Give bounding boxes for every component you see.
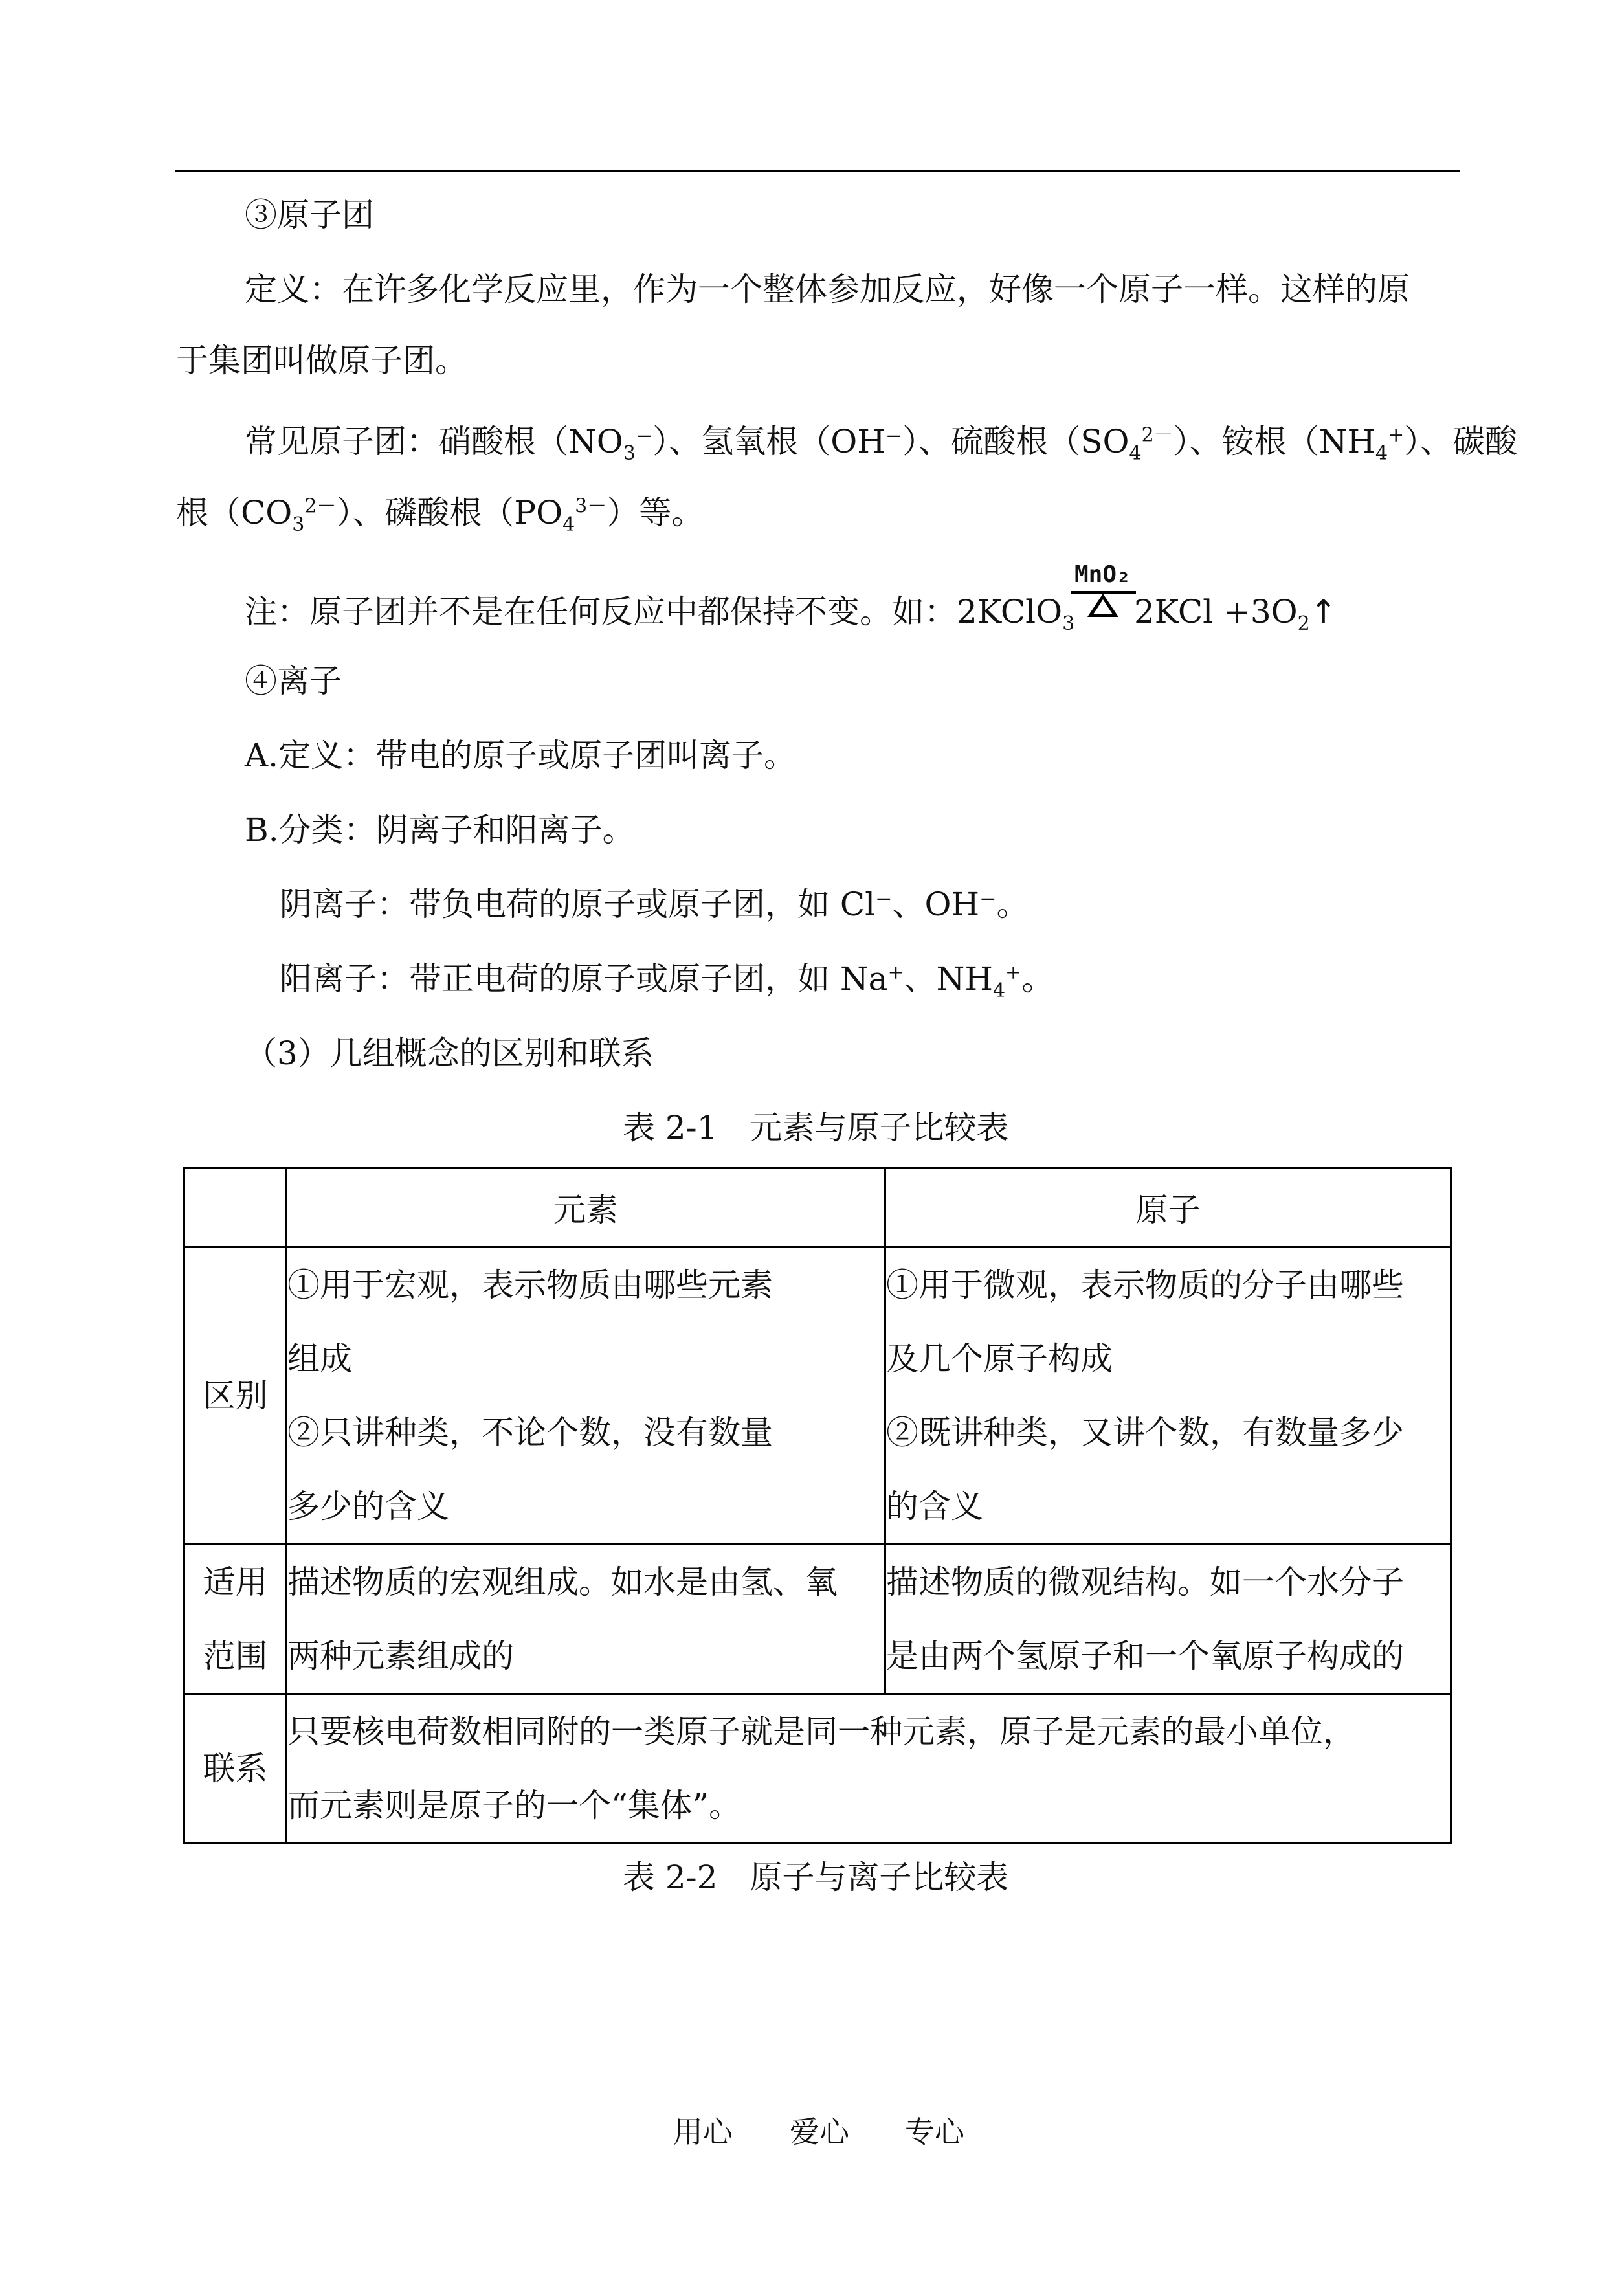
col-header-element: 元素 xyxy=(287,1168,885,1247)
text-line: ②既讲种类，又讲个数，有数量多少 xyxy=(886,1414,1404,1451)
table-header-row xyxy=(184,1168,1451,1247)
cation-description: 阳离子：带正电荷的原子或原子团，如 Na+、$NH_4^+$。 xyxy=(280,960,1054,1002)
row-label-difference: 区别 xyxy=(184,1247,287,1545)
footer-item-3: 专心 xyxy=(905,2114,964,2149)
table-row-scope xyxy=(184,1545,1451,1694)
gas-up-arrow-icon: ↑ xyxy=(1309,593,1337,631)
table2-caption: 表 2-2 原子与离子比较表 xyxy=(623,1859,1009,1896)
text-line: 组成 xyxy=(287,1340,352,1378)
scope-atom-cell xyxy=(885,1545,1451,1694)
col-header-atom: 原子 xyxy=(885,1168,1451,1247)
text-line: 及几个原子构成 xyxy=(886,1340,1113,1378)
table-row-difference xyxy=(184,1247,1451,1545)
ion-classification: B.分类：阴离子和阳离子。 xyxy=(245,811,635,849)
heat-triangle-icon xyxy=(1087,594,1118,617)
footer-item-2: 爱心 xyxy=(790,2114,849,2149)
table-corner-cell xyxy=(184,1168,287,1247)
text-line: 两种元素组成的 xyxy=(287,1637,514,1675)
text-line: 是由两个氢原子和一个氧原子构成的 xyxy=(886,1637,1404,1675)
header-rule xyxy=(175,170,1460,172)
common-groups-line2: 根$(CO_3^{2-})$、磷酸根$(PO_4^{3-})$等。 xyxy=(176,494,704,536)
text-line: 而元素则是原子的一个“集体”。 xyxy=(287,1787,742,1824)
text-line: 描述物质的宏观组成。如水是由氢、氧 xyxy=(287,1563,838,1601)
row-label-relation: 联系 xyxy=(184,1694,287,1844)
anion-description: 阴离子：带负电荷的原子或原子团，如 Cl⁻、OH⁻。 xyxy=(280,886,1029,923)
table1-caption: 表 2-1 元素与原子比较表 xyxy=(623,1109,1009,1146)
note-reaction-right: $2KCl +3O_2↑$ xyxy=(1134,593,1337,635)
catalyst-condition: MnO₂ xyxy=(1074,561,1131,588)
text-line: ①用于宏观，表示物质由哪些元素 xyxy=(287,1266,773,1304)
atomic-group-definition-line1: 定义：在许多化学反应里，作为一个整体参加反应，好像一个原子一样。这样的原 xyxy=(245,271,1410,308)
footer-item-1: 用心 xyxy=(673,2114,733,2149)
difference-atom-cell xyxy=(885,1247,1451,1545)
scope-element-cell xyxy=(287,1545,885,1694)
table-row-relation xyxy=(184,1694,1451,1844)
concepts-heading: （3）几组概念的区别和联系 xyxy=(245,1035,654,1072)
row-label-scope xyxy=(184,1545,287,1694)
text-line: 描述物质的微观结构。如一个水分子 xyxy=(886,1563,1404,1601)
text-line: ②只讲种类，不论个数，没有数量 xyxy=(287,1414,773,1451)
text-line: 的含义 xyxy=(886,1488,983,1525)
element-atom-comparison-table xyxy=(183,1167,1452,1844)
ion-definition: A.定义：带电的原子或原子团叫离子。 xyxy=(245,737,797,774)
note-reaction-left: 注：原子团并不是在任何反应中都保持不变。如：2KClO$_3$ xyxy=(245,593,1075,635)
text-line: 只要核电荷数相同附的一类原子就是同一种元素，原子是元素的最小单位， xyxy=(287,1713,1355,1751)
common-groups-line1: 常见原子团：硝酸根$(NO_3^-)$、氢氧根（OH⁻）、硫酸根$(SO_4^{2-})$、铵根$(NH_4^+)$、碳酸 xyxy=(245,423,1518,465)
difference-element-cell xyxy=(287,1247,885,1545)
text-line: 范围 xyxy=(203,1637,268,1675)
ion-heading: ④离子 xyxy=(245,662,342,700)
relation-cell xyxy=(287,1694,1451,1844)
text-line: 多少的含义 xyxy=(287,1488,449,1525)
atomic-group-heading: ③原子团 xyxy=(245,196,374,234)
text-line: ①用于微观，表示物质的分子由哪些 xyxy=(886,1266,1404,1304)
atomic-group-definition-line2: 于集团叫做原子团。 xyxy=(176,342,467,379)
text-line: 适用 xyxy=(203,1563,268,1601)
